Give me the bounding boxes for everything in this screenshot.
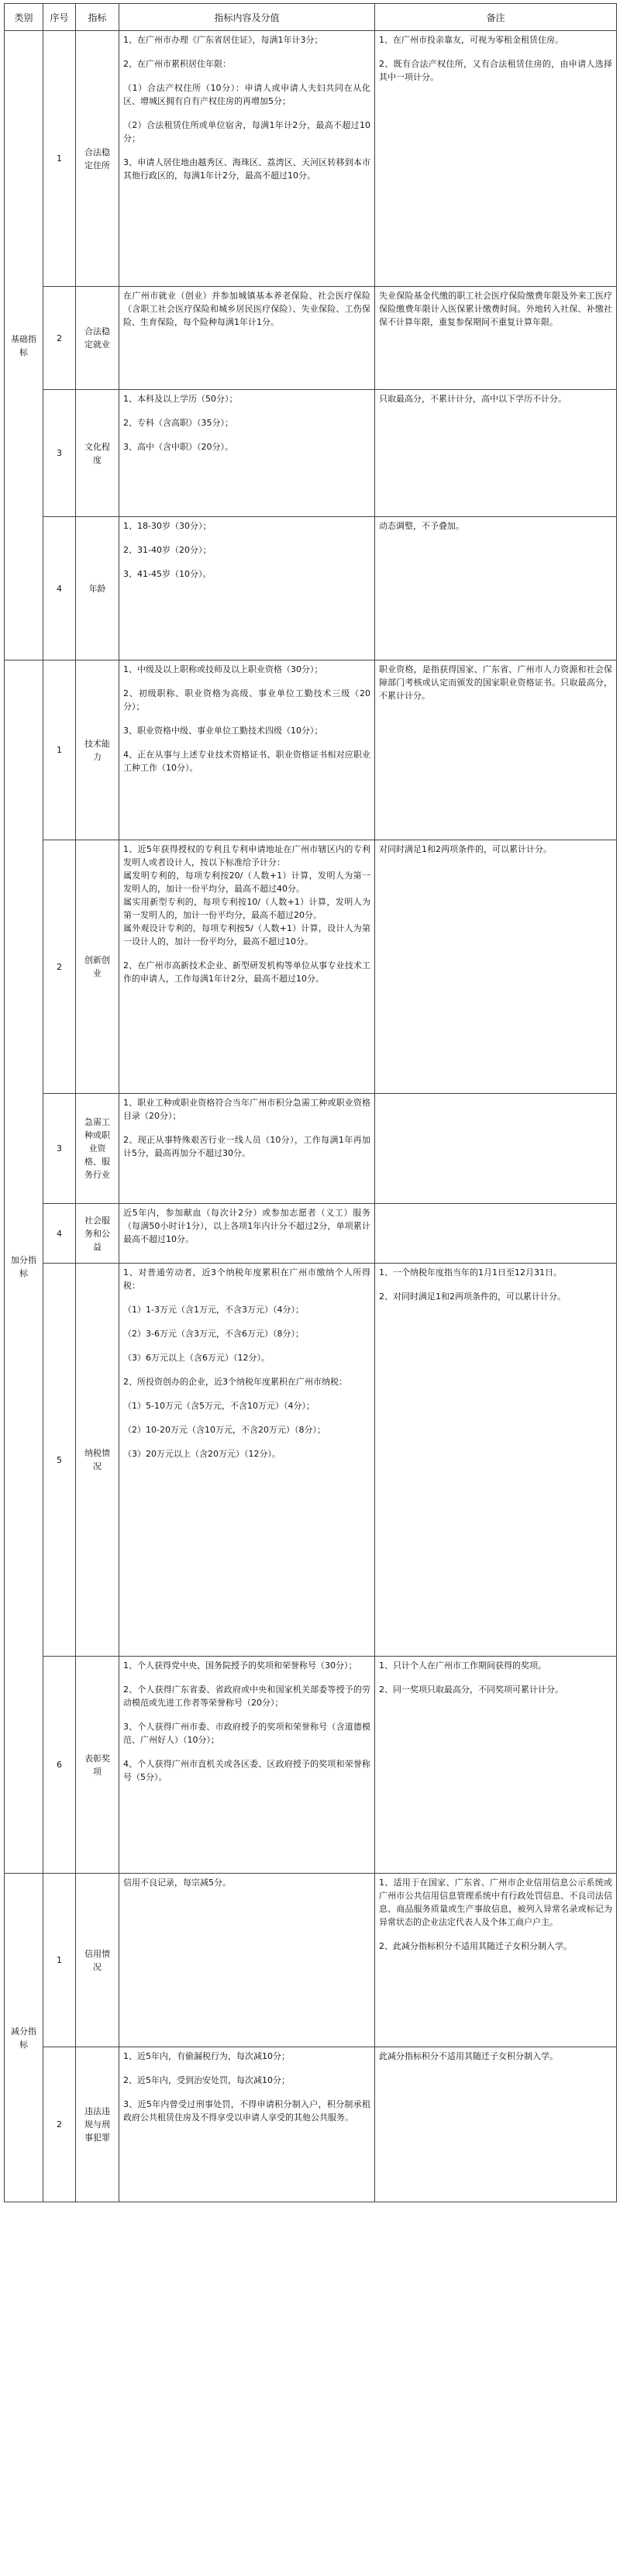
content-cell: [119, 390, 375, 517]
content-line: [123, 713, 370, 724]
seq-cell: 2: [43, 2047, 76, 2202]
note-line: 只取最高分，不累计计分，高中以下学历不计分。: [379, 394, 567, 404]
note-line: 失业保险基金代缴的职工社会医疗保险缴费年限及外来工医疗保险缴费年限计入医保累计缴费时间。外地转入社保、补缴社保不计算年限，重复参保期间不重复计算年限。: [379, 291, 612, 327]
seq-cell: 1: [43, 1874, 76, 2047]
table-row: [5, 517, 617, 660]
content-line: （1）5-10万元（含5万元，不含10万元）（4分）；: [123, 1401, 315, 1411]
content-line: 1、中级及以上职称或技师及以上职业资格（30分）；: [123, 664, 323, 674]
note-line: 2、对同时满足1和2两项条件的，可以累计计分。: [379, 1291, 566, 1302]
content-line: （1）合法产权住所（10分）：申请人或申请人夫妇共同在从化区、增城区拥有自有产权住房的再增加5分；: [123, 83, 370, 106]
content-line: [123, 2063, 370, 2074]
indicator-cell: 违法违规与刑事犯罪: [76, 2047, 119, 2202]
content-line: 1、近5年内，有偷漏税行为，每次减10分；: [123, 2051, 290, 2061]
content-line: 2、31-40岁（20分）；: [123, 545, 212, 555]
seq-cell: 2: [43, 840, 76, 1094]
table-row: [5, 287, 617, 390]
content-line: （2）合法租赁住所或单位宿舍，每满1年计2分，最高不超过10分；: [123, 120, 370, 143]
indicator-cell: 创新创业: [76, 840, 119, 1094]
content-cell: [119, 2047, 375, 2202]
content-line: [123, 1412, 370, 1423]
header-note: 备注: [375, 4, 617, 31]
content-line: [123, 429, 370, 440]
note-line: 2、同一奖项只取最高分，不同奖项可累计计分。: [379, 1685, 563, 1695]
content-line: [123, 676, 370, 687]
content-line: [123, 71, 370, 81]
indicator-cell: 文化程度: [76, 390, 119, 517]
content-cell: [119, 660, 375, 840]
note-cell: [375, 1874, 617, 2047]
content-line: [123, 1292, 370, 1303]
table-row: [5, 660, 617, 840]
content-line: 1、个人获得党中央、国务院授予的奖项和荣誉称号（30分）；: [123, 1660, 357, 1671]
note-line: [379, 1279, 612, 1290]
content-line: [123, 1747, 370, 1757]
content-line: 2、在广州市高新技术企业、新型研发机构等单位从事专业技术工作的申请人，工作每满1年计2分，最高不超过10分。: [123, 960, 370, 984]
indicator-cell: 急需工种或职业资格、服务行业: [76, 1094, 119, 1204]
note-cell: [375, 1264, 617, 1657]
content-line: [123, 557, 370, 567]
indicator-cell: 信用情况: [76, 1874, 119, 2047]
content-line: 1、本科及以上学历（50分）；: [123, 394, 238, 404]
note-cell: [375, 390, 617, 517]
content-line: [123, 108, 370, 119]
note-line: 2、既有合法产权住所，又有合法租赁住房的，由申请人选择其中一项计分。: [379, 59, 612, 82]
content-line: 3、41-45岁（10分）。: [123, 569, 212, 579]
content-line: [123, 1388, 370, 1399]
content-line: 属实用新型专利的，每项专利按10/（人数+1）计算，发明人为第一发明人的，加计一份平均分，最高不超过20分。: [123, 897, 370, 920]
content-cell: [119, 287, 375, 390]
points-criteria-table: [4, 3, 617, 2202]
indicator-cell: 纳税情况: [76, 1264, 119, 1657]
content-line: [123, 1316, 370, 1327]
note-line: 职业资格，是指获得国家、广东省、广州市人力资源和社会保障部门考核或认定而颁发的国家职业资格证书。只取最高分，不累计计分。: [379, 664, 612, 701]
content-line: [123, 1436, 370, 1447]
note-cell: [375, 1094, 617, 1204]
content-cell: [119, 1657, 375, 1874]
content-line: 2、个人获得广东省委、省政府或中央和国家机关部委等授予的劳动模范或先进工作者等荣誉称号（20分）；: [123, 1685, 370, 1708]
content-line: （3）6万元以上（含6万元）（12分）。: [123, 1353, 270, 1363]
content-line: 1、对普通劳动者，近3个纳税年度累积在广州市缴纳个人所得税：: [123, 1267, 370, 1291]
content-line: [123, 1709, 370, 1720]
content-line: [123, 47, 370, 57]
note-cell: [375, 517, 617, 660]
note-line: 1、一个纳税年度指当年的1月1日至12月31日。: [379, 1267, 562, 1278]
content-line: [123, 2087, 370, 2098]
note-line: 动态调整，不予叠加。: [379, 521, 464, 531]
content-line: [123, 1122, 370, 1133]
content-line: 2、初级职称、职业资格为高级、事业单位工勤技术三级（20分）；: [123, 688, 370, 712]
table-header-row: [5, 4, 617, 31]
content-cell: [119, 31, 375, 287]
content-line: [123, 533, 370, 543]
content-cell: [119, 517, 375, 660]
content-line: 1、在广州市办理《广东省居住证》，每满1年计3分；: [123, 35, 323, 45]
content-line: 信用不良记录，每宗减5分。: [123, 1878, 231, 1888]
content-line: 在广州市就业（创业）并参加城镇基本养老保险、社会医疗保险（含职工社会医疗保险和城乡居民医疗保险）、失业保险、工伤保险、生育保险，每个险种每满1年计1分。: [123, 291, 370, 327]
note-line: 此减分指标积分不适用其随迁子女积分制入学。: [379, 2051, 558, 2061]
content-line: [123, 145, 370, 156]
content-line: 4、个人获得广州市直机关或各区委、区政府授予的奖项和荣誉称号（5分）。: [123, 1759, 370, 1782]
content-line: 3、个人获得广州市委、市政府授予的奖项和荣誉称号（含道德模范、广州好人）（10分）；: [123, 1722, 370, 1745]
table-row: [5, 31, 617, 287]
note-cell: [375, 1657, 617, 1874]
note-line: 2、此减分指标积分不适用其随迁子女积分制入学。: [379, 1941, 572, 1951]
seq-cell: 5: [43, 1264, 76, 1657]
content-line: 3、高中（含中职）（20分）。: [123, 442, 233, 452]
indicator-cell: 合法稳定住所: [76, 31, 119, 287]
header-indicator: 指标: [76, 4, 119, 31]
content-cell: [119, 840, 375, 1094]
seq-cell: 1: [43, 31, 76, 287]
content-line: 4、正在从事与上述专业技术资格证书、职业资格证书相对应职业工种工作（10分）。: [123, 750, 370, 773]
seq-cell: 4: [43, 517, 76, 660]
content-line: 2、近5年内，受到治安处罚，每次减10分；: [123, 2075, 290, 2085]
table-row: [5, 1094, 617, 1204]
content-line: （1）1-3万元（含1万元，不含3万元）（4分）；: [123, 1305, 304, 1315]
content-line: 1、职业工种或职业资格符合当年广州市积分急需工种或职业资格目录（20分）；: [123, 1098, 370, 1121]
table-row: [5, 840, 617, 1094]
content-line: 近5年内，参加献血（每次计2分）或参加志愿者（义工）服务（每满50小时计1分），以上各项1年内计分不超过2分，单项累计最高不超过10分。: [123, 1208, 370, 1244]
content-line: 属外观设计专利的，每项专利按5/（人数+1）计算，设计人为第一设计人的，加计一份平均分，最高不超过10分。: [123, 923, 370, 947]
content-line: [123, 1340, 370, 1351]
category-cell: 减分指标: [5, 1874, 43, 2202]
table-row: [5, 2047, 617, 2202]
header-content: 指标内容及分值: [119, 4, 375, 31]
note-line: [379, 1929, 612, 1940]
note-cell: [375, 31, 617, 287]
content-line: （2）10-20万元（含10万元，不含20万元）（8分）；: [123, 1425, 326, 1435]
content-cell: [119, 1264, 375, 1657]
content-line: 3、近5年内曾受过刑事处罚，不得申请积分制入户，积分制承租政府公共租赁住房及不得享受以申请人享受的其他公共服务。: [123, 2099, 370, 2123]
content-line: 2、在广州市累积居住年限：: [123, 59, 231, 69]
note-cell: [375, 1204, 617, 1264]
content-line: 3、申请人居住地由越秀区、海珠区、荔湾区、天河区转移到本市其他行政区的，每满1年计2分，最高不超过10分。: [123, 157, 370, 181]
note-cell: [375, 287, 617, 390]
content-line: [123, 405, 370, 416]
indicator-cell: 表彰奖项: [76, 1657, 119, 1874]
table-row: [5, 1264, 617, 1657]
content-line: （3）20万元以上（含20万元）（12分）。: [123, 1449, 281, 1459]
note-line: 对同时满足1和2两项条件的，可以累计计分。: [379, 844, 552, 854]
table-row: [5, 1657, 617, 1874]
category-cell: 加分指标: [5, 660, 43, 1874]
note-line: 1、适用于在国家、广东省、广州市企业信用信息公示系统或广州市公共信用信息管理系统中有行政处罚信息、不良司法信息、商品服务质量或生产事故信息，被列入异常名录或标记为异常状态的企业法定代表人及个体工商户户主。: [379, 1878, 612, 1927]
seq-cell: 6: [43, 1657, 76, 1874]
content-line: [123, 737, 370, 748]
table-row: [5, 390, 617, 517]
content-line: 3、职业资格中级、事业单位工勤技术四级（10分）；: [123, 726, 323, 736]
content-line: [123, 1672, 370, 1683]
note-line: [379, 1672, 612, 1683]
content-line: 2、专科（含高职）（35分）；: [123, 418, 233, 428]
note-cell: [375, 660, 617, 840]
content-cell: [119, 1094, 375, 1204]
indicator-cell: 社会服务和公益: [76, 1204, 119, 1264]
seq-cell: 1: [43, 660, 76, 840]
header-seq: 序号: [43, 4, 76, 31]
indicator-cell: 年龄: [76, 517, 119, 660]
seq-cell: 2: [43, 287, 76, 390]
content-cell: [119, 1204, 375, 1264]
note-line: 1、只计个人在广州市工作期间获得的奖项。: [379, 1660, 546, 1671]
table-row: [5, 1204, 617, 1264]
seq-cell: 4: [43, 1204, 76, 1264]
category-cell: 基础指标: [5, 31, 43, 660]
content-line: 1、18-30岁（30分）；: [123, 521, 212, 531]
header-category: 类别: [5, 4, 43, 31]
content-line: 2、现正从事特殊艰苦行业一线人员（10分），工作每满1年再加计5分，最高再加分不超过30分。: [123, 1135, 370, 1158]
indicator-cell: 合法稳定就业: [76, 287, 119, 390]
content-cell: [119, 1874, 375, 2047]
table-row: [5, 1874, 617, 2047]
content-line: 2、所投资创办的企业，近3个纳税年度累积在广州市纳税：: [123, 1377, 347, 1387]
note-cell: [375, 840, 617, 1094]
note-cell: [375, 2047, 617, 2202]
note-line: 1、在广州市投亲靠友，可视为零租金租赁住房。: [379, 35, 563, 45]
indicator-cell: 技术能力: [76, 660, 119, 840]
seq-cell: 3: [43, 1094, 76, 1204]
content-line: （2）3-6万元（含3万元，不含6万元）（8分）；: [123, 1329, 304, 1339]
content-line: [123, 1364, 370, 1375]
seq-cell: 3: [43, 390, 76, 517]
content-line: 属发明专利的，每项专利按20/（人数+1）计算，发明人为第一发明人的，加计一份平均分，最高不超过40分。: [123, 871, 370, 894]
content-line: 1、近5年获得授权的专利且专利申请地址在广州市辖区内的专利发明人或者设计人，按以下标准给予计分：: [123, 844, 370, 867]
content-line: [123, 948, 370, 959]
table-body: [5, 31, 617, 2202]
note-line: [379, 47, 612, 57]
